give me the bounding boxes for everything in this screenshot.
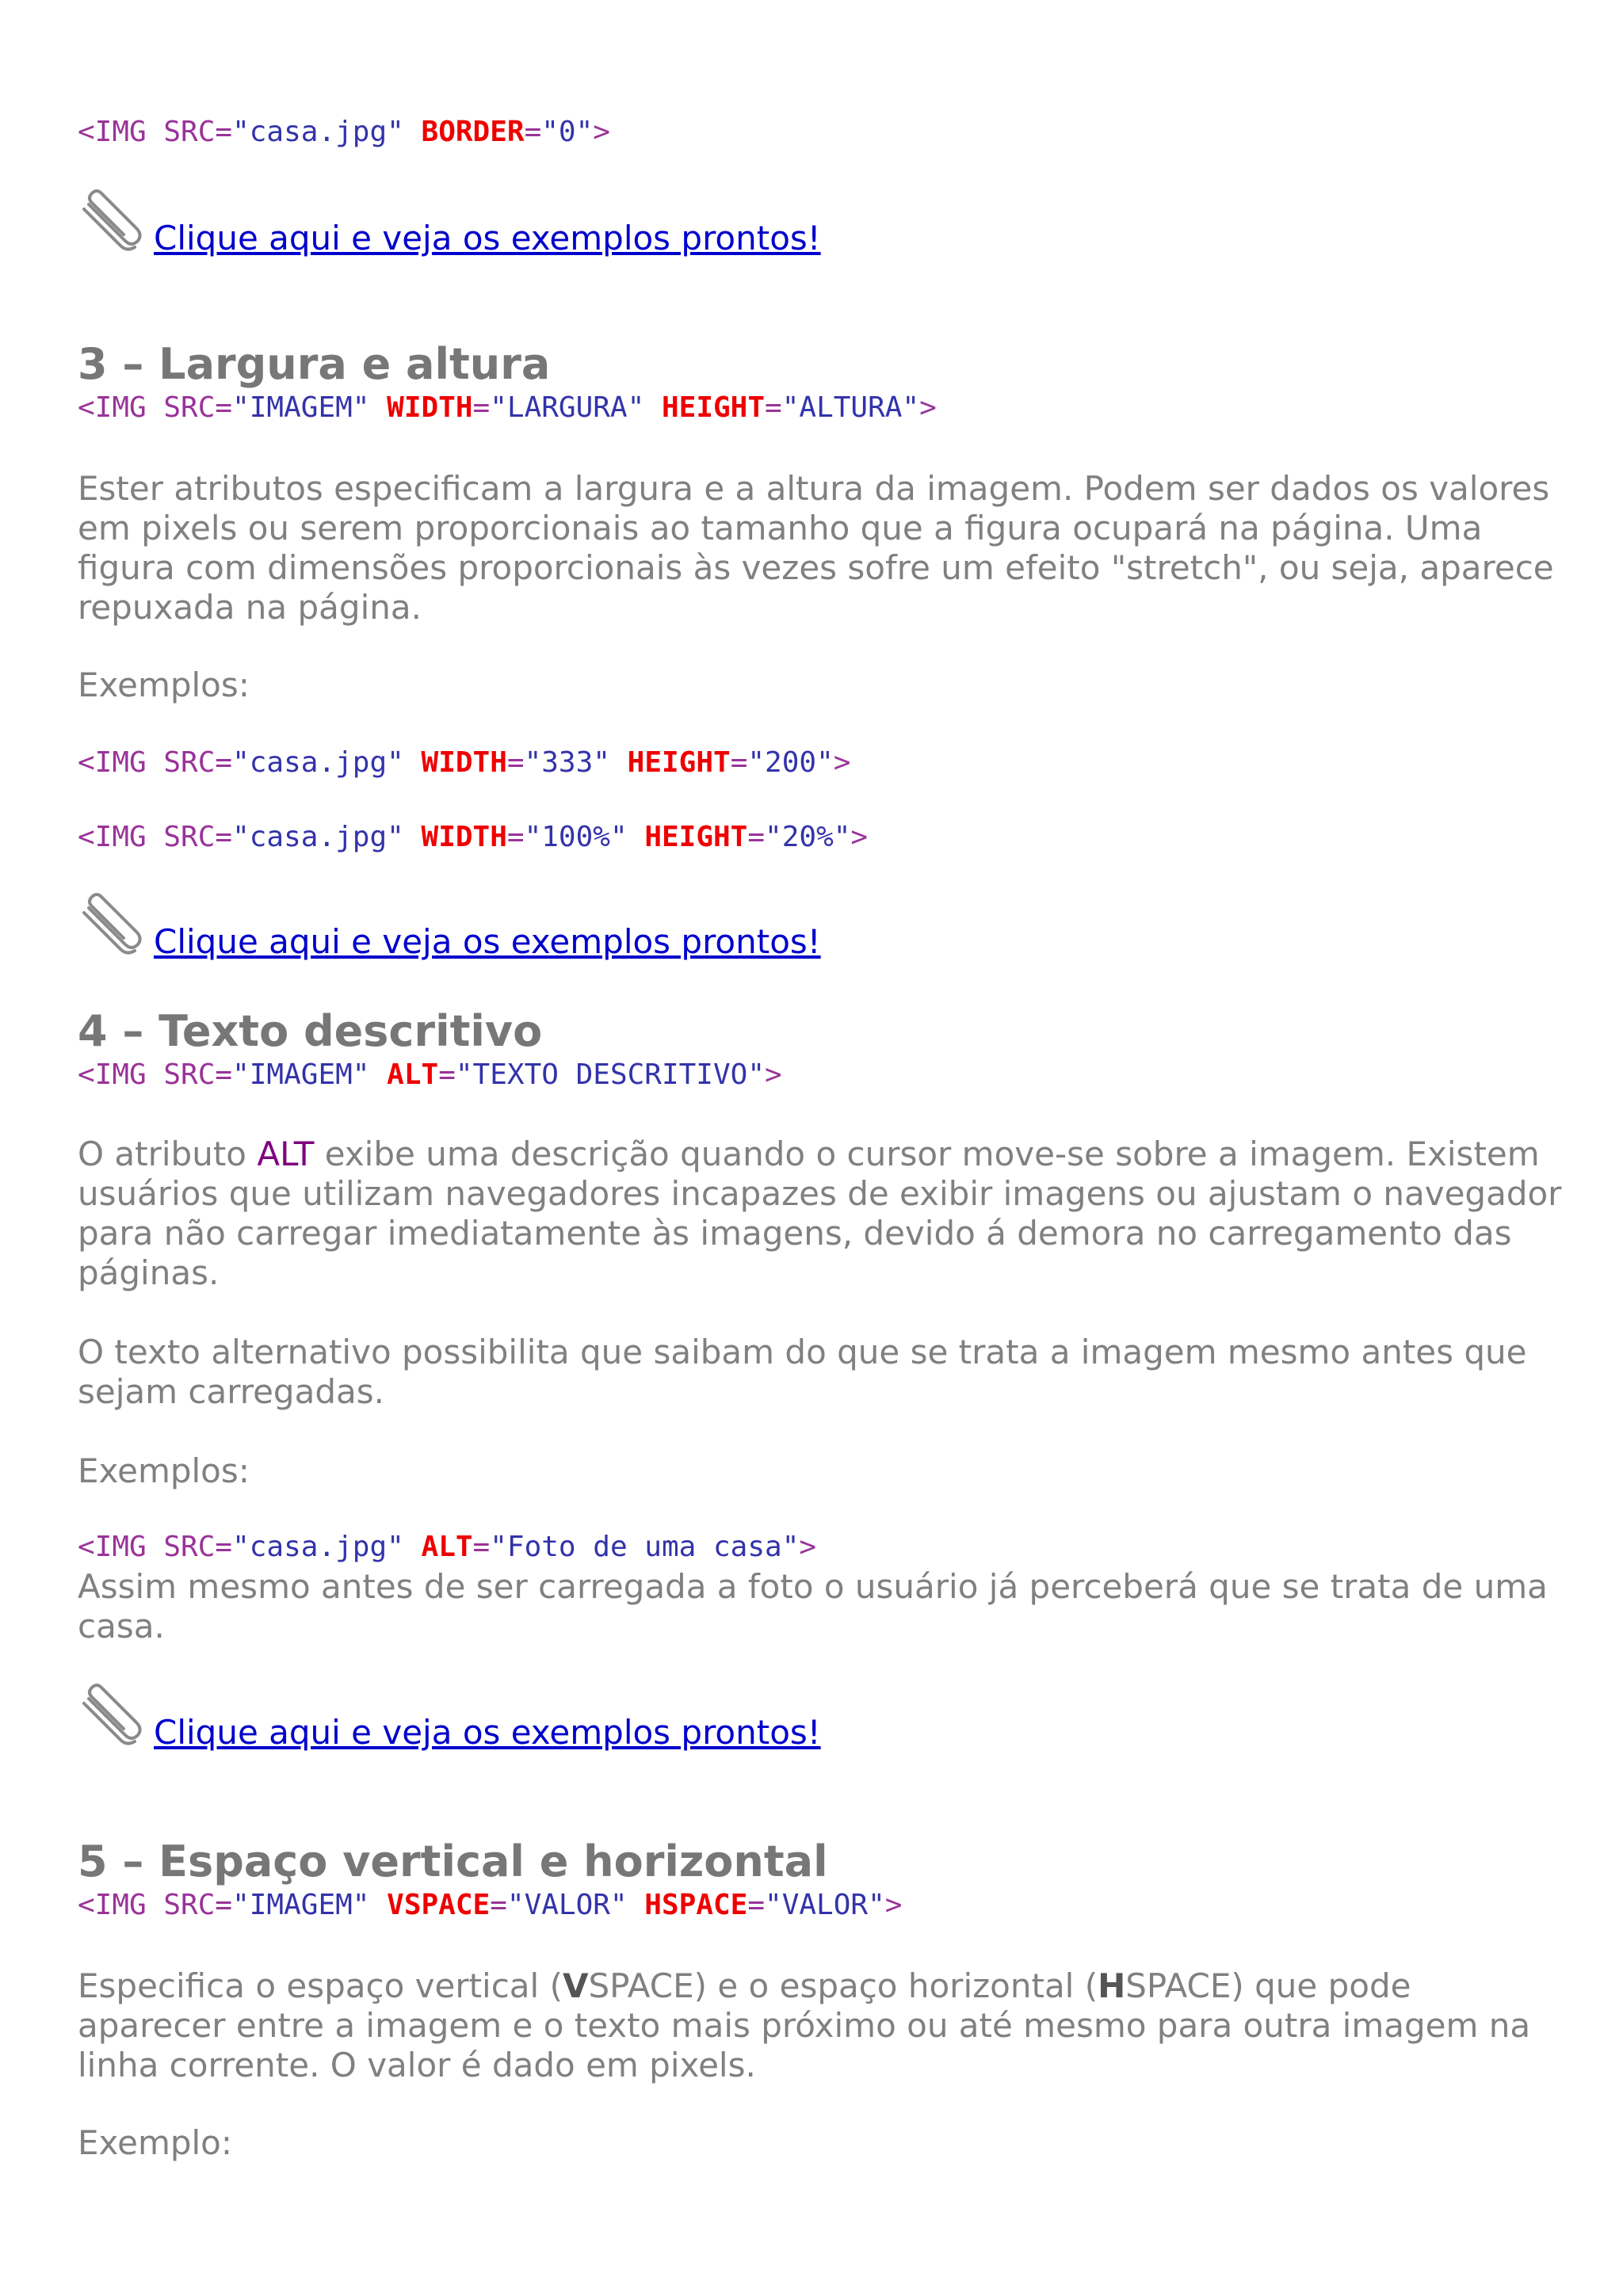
section4-paragraph-1: O atributo ALT exibe uma descrição quando o cursor move-se sobre a imagem. Existem usuários que utilizam navegadores incapazes de exibir imagens ou ajustam o navegador para não carregar imediatamente às imagens, devido á demora no carregamento das páginas. bbox=[78, 1135, 1562, 1292]
section5-title: 5 – Espaço vertical e horizontal bbox=[78, 1836, 828, 1886]
section3-paragraph: Ester atributos especificam a largura e a altura da imagem. Podem ser dados os valores em pixels ou serem proporcionais ao tamanho que a figura ocupará na página. Uma figura com dimensões proporcionais às vezes sofre um efeito "stretch", ou seja, aparece repuxada na página. bbox=[78, 469, 1554, 627]
section4-paragraph-2: O texto alternativo possibilita que saibam do que se trata a imagem mesmo antes que sejam carregadas. bbox=[78, 1333, 1527, 1411]
section3-example-1: <IMG SRC="casa.jpg" WIDTH="333" HEIGHT="200"> bbox=[78, 746, 851, 779]
examples-link-row-2 bbox=[78, 891, 821, 961]
section5-paragraph: Especifica o espaço vertical (VSPACE) e o espaço horizontal (HSPACE) que pode aparecer entre a imagem e o texto mais próximo ou até mesmo para outra imagem na linha corrente. O valor é dado em pixels. bbox=[78, 1966, 1531, 2084]
code-border-example: <IMG SRC="casa.jpg" BORDER="0"> bbox=[78, 116, 610, 148]
examples-link-1[interactable]: Clique aqui e veja os exemplos prontos! bbox=[154, 219, 821, 257]
examples-link-row-3 bbox=[78, 1681, 821, 1752]
section4-syntax: <IMG SRC="IMAGEM" ALT="TEXTO DESCRITIVO"> bbox=[78, 1058, 782, 1091]
section5-example-label: Exemplo: bbox=[78, 2123, 233, 2162]
section3-examples-label: Exemplos: bbox=[78, 666, 250, 704]
section3-title: 3 – Largura e altura bbox=[78, 339, 551, 389]
section4-title: 4 – Texto descritivo bbox=[78, 1006, 543, 1056]
section4-examples-label: Exemplos: bbox=[78, 1451, 250, 1490]
section3-syntax: <IMG SRC="IMAGEM" WIDTH="LARGURA" HEIGHT="ALTURA"> bbox=[78, 391, 937, 424]
section4-example-1: <IMG SRC="casa.jpg" ALT="Foto de uma casa"> bbox=[78, 1531, 817, 1563]
paperclip-icon bbox=[78, 1681, 144, 1748]
examples-link-3[interactable]: Clique aqui e veja os exemplos prontos! bbox=[154, 1713, 821, 1752]
examples-link-row-1 bbox=[78, 187, 821, 257]
section5-syntax: <IMG SRC="IMAGEM" VSPACE="VALOR" HSPACE="VALOR"> bbox=[78, 1889, 903, 1921]
section4-after-example: Assim mesmo antes de ser carregada a foto o usuário já perceberá que se trata de uma casa. bbox=[78, 1567, 1548, 1646]
paperclip-icon bbox=[78, 891, 144, 957]
examples-link-2[interactable]: Clique aqui e veja os exemplos prontos! bbox=[154, 922, 821, 961]
paperclip-icon bbox=[78, 187, 144, 254]
section3-example-2: <IMG SRC="casa.jpg" WIDTH="100%" HEIGHT="20%"> bbox=[78, 821, 869, 853]
